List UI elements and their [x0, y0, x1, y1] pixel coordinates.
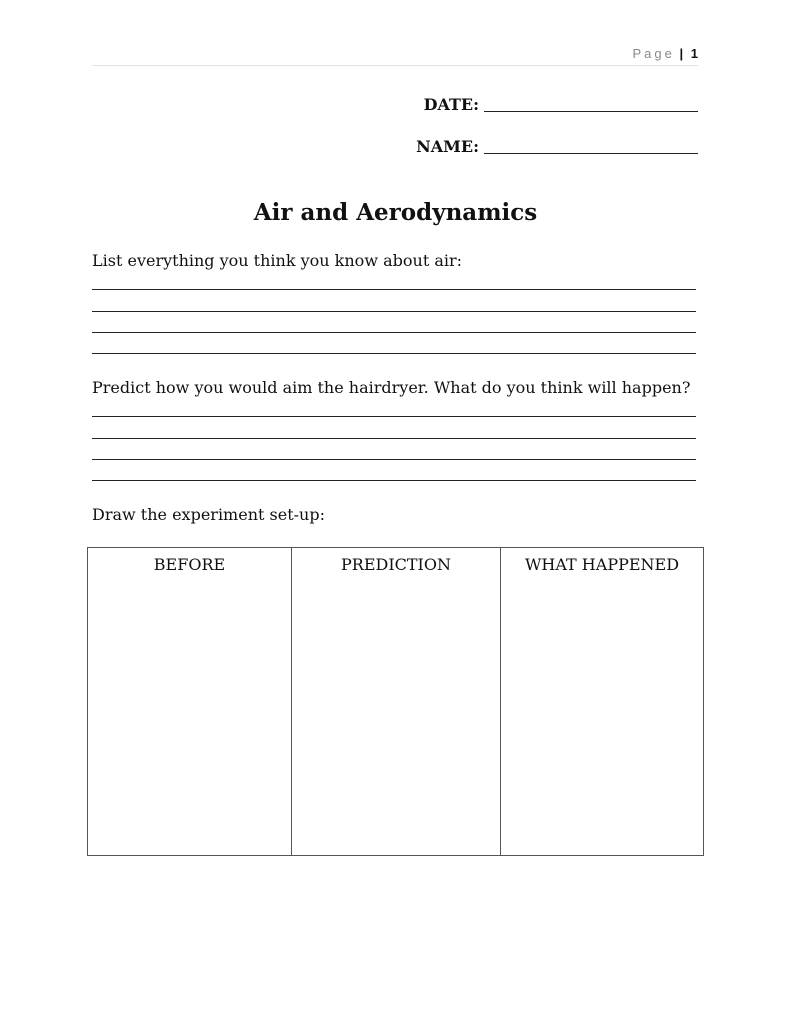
before-column-header: BEFORE — [153, 555, 226, 574]
question-2-prompt: Predict how you would aim the hairdryer. What do you think will happen? — [92, 378, 691, 397]
date-blank[interactable] — [484, 95, 698, 112]
date-label: DATE: — [423, 95, 479, 114]
answer-line[interactable] — [92, 438, 696, 439]
worksheet-title: Air and Aerodynamics — [253, 199, 538, 226]
answer-line[interactable] — [92, 289, 696, 290]
prediction-column-header: PREDICTION — [341, 555, 451, 574]
answer-line[interactable] — [92, 459, 696, 460]
answer-line[interactable] — [92, 332, 696, 333]
drawing-prompt: Draw the experiment set-up: — [92, 505, 325, 524]
date-field — [424, 93, 698, 115]
answer-line[interactable] — [92, 416, 696, 417]
name-blank[interactable] — [484, 137, 698, 154]
answer-line[interactable] — [92, 480, 696, 481]
page-separator: | — [679, 46, 684, 61]
page-header — [92, 44, 698, 66]
answer-line[interactable] — [92, 311, 696, 312]
name-field — [416, 135, 698, 157]
what-happened-drawing-area[interactable] — [500, 548, 703, 855]
answer-line[interactable] — [92, 353, 696, 354]
page-number-value: 1 — [690, 46, 698, 61]
page-number — [633, 46, 699, 62]
experiment-drawing-table — [87, 547, 704, 856]
page-word: Page — [632, 46, 675, 61]
question-1-prompt: List everything you think you know about air: — [92, 251, 463, 270]
prediction-drawing-area[interactable] — [291, 548, 500, 855]
before-drawing-area[interactable] — [88, 548, 291, 855]
what-happened-column-header: WHAT HAPPENED — [524, 555, 680, 574]
name-label: NAME: — [416, 137, 479, 156]
